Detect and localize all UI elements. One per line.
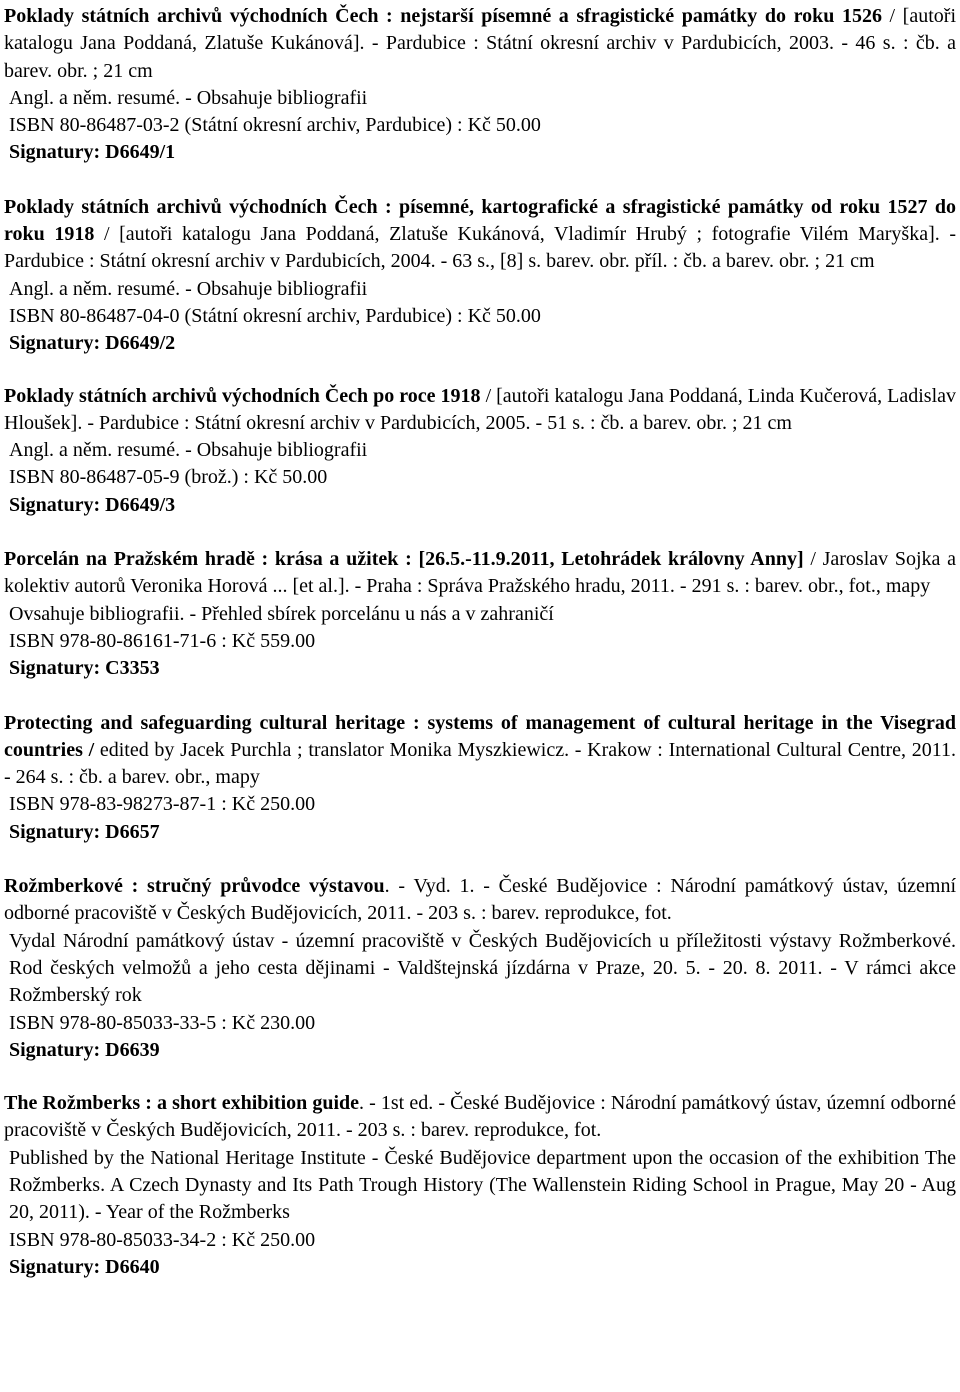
entry-title: Rožmberkové : stručný průvodce výstavou: [4, 875, 385, 898]
entry-title: Porcelán na Pražském hradě : krása a užitek : [26.5.-11.9.2011, Letohrádek královny Anny]: [4, 548, 804, 571]
entry-signature: Signatury: D6640: [9, 1255, 160, 1278]
entry-note: Published by the National Heritage Institute - České Budějovice department upon the occasion of the exhibition The Rožmberks. A Czech Dynasty and Its Path Trough History (The Wallenstein Riding School in Prague, May 20 - Aug 20, 2011). - Year of the Rožmberks: [9, 1146, 956, 1224]
entry-title: The Rožmberks : a short exhibition guide: [4, 1092, 360, 1115]
entry-signature: Signatury: D6639: [9, 1038, 160, 1061]
entry-isbn: ISBN 978-80-85033-34-2 : Kč 250.00: [9, 1228, 316, 1251]
entry-description: [4, 546, 956, 601]
catalog-entry: [4, 3, 956, 167]
catalog-entry: [4, 194, 956, 358]
entry-description: [4, 873, 956, 928]
entry-signature: Signatury: D6649/3: [9, 493, 176, 516]
entry-publication: / [autoři katalogu Jana Poddaná, Zlatuše Kukánová]. - Pardubice : Státní okresní archiv v Pardubicích, 2003. - 46 s. : čb. a barev. obr. ; 21 cm: [4, 5, 956, 82]
entry-note: Angl. a něm. resumé. - Obsahuje bibliografii: [9, 86, 368, 109]
entry-isbn: ISBN 978-80-85033-33-5 : Kč 230.00: [9, 1011, 316, 1034]
entry-note: Vydal Národní památkový ústav - územní pracoviště v Českých Budějovicích u příležitosti výstavy Rožmberkové. Rod českých velmožů a jeho cesta dějinami - Valdštejnská jízdárna v Praze, 20. 5. - 20. 8. 2011. - V rámci akce Rožmberský rok: [9, 929, 956, 1007]
entry-signature: Signatury: D6657: [9, 820, 160, 843]
entry-description: [4, 1090, 956, 1145]
catalog-entry: [4, 546, 956, 682]
entry-isbn: ISBN 80-86487-05-9 (brož.) : Kč 50.00: [9, 466, 328, 489]
entry-isbn: ISBN 978-80-86161-71-6 : Kč 559.00: [9, 629, 316, 652]
entry-publication: . - Vyd. 1. - České Budějovice : Národní památkový ústav, územní odborné pracoviště v Českých Budějovicích, 2011. - 203 s. : barev. reprodukce, fot.: [4, 875, 956, 925]
entry-signature: Signatury: C3353: [9, 657, 160, 680]
entry-isbn: ISBN 80-86487-03-2 (Státní okresní archiv, Pardubice) : Kč 50.00: [9, 114, 541, 137]
entry-publication: / [autoři katalogu Jana Poddaná, Linda Kučerová, Ladislav Hloušek]. - Pardubice : Státní okresní archiv v Pardubicích, 2005. - 51 s. : čb. a barev. obr. ; 21 cm: [4, 384, 957, 434]
entry-description: [4, 3, 956, 85]
entry-publication: / [autoři katalogu Jana Poddaná, Zlatuše Kukánová, Vladimír Hrubý ; fotografie Vilém Maryška]. - Pardubice : Státní okresní archiv v Pardubicích, 2004. - 63 s., [8] s. barev. obr. příl. : čb. a barev. obr. ; 21 cm: [4, 223, 956, 273]
catalog-entry: [4, 710, 956, 846]
entry-signature: Signatury: D6649/2: [9, 332, 176, 355]
entry-description: [4, 383, 956, 438]
entry-publication: / Jaroslav Sojka a kolektiv autorů Veronika Horová ... [et al.]. - Praha : Správa Pražského hradu, 2011. - 291 s. : barev. obr., fot., mapy: [4, 548, 957, 598]
entry-title: Poklady státních archivů východních Čech : písemné, kartografické a sfragistické památky od roku 1527 do roku 1918: [4, 195, 956, 246]
catalog-entry: [4, 383, 956, 519]
entry-isbn: ISBN 80-86487-04-0 (Státní okresní archiv, Pardubice) : Kč 50.00: [9, 304, 541, 327]
entry-note: Angl. a něm. resumé. - Obsahuje bibliografii: [9, 277, 368, 300]
catalog-page: [4, 3, 956, 1281]
entry-title: Poklady státních archivů východních Čech : nejstarší písemné a sfragistické památky do roku 1526: [4, 5, 882, 27]
entry-title: Protecting and safeguarding cultural heritage : systems of management of cultural heritage in the Visegrad countries /: [4, 711, 956, 761]
catalog-entry: [4, 873, 956, 1064]
entry-signature: Signatury: D6649/1: [9, 141, 176, 164]
entry-note: Angl. a něm. resumé. - Obsahuje bibliografii: [9, 439, 368, 462]
entry-title: Poklady státních archivů východních Čech po roce 1918: [4, 384, 481, 407]
entry-note: Ovsahuje bibliografii. - Přehled sbírek porcelánu u nás a v zahraničí: [9, 602, 554, 625]
entry-description: [4, 710, 956, 792]
entry-publication: edited by Jacek Purchla ; translator Monika Myszkiewicz. - Krakow : International Cultural Centre, 2011. - 264 s. : čb. a barev. obr., mapy: [4, 738, 956, 789]
entry-publication: . - 1st ed. - České Budějovice : Národní památkový ústav, územní odborné pracoviště v Českých Budějovicích, 2011. - 203 s. : barev. reprodukce, fot.: [4, 1092, 956, 1142]
entry-isbn: ISBN 978-83-98273-87-1 : Kč 250.00: [9, 793, 316, 816]
entry-description: [4, 194, 956, 276]
catalog-entry: [4, 1090, 956, 1281]
